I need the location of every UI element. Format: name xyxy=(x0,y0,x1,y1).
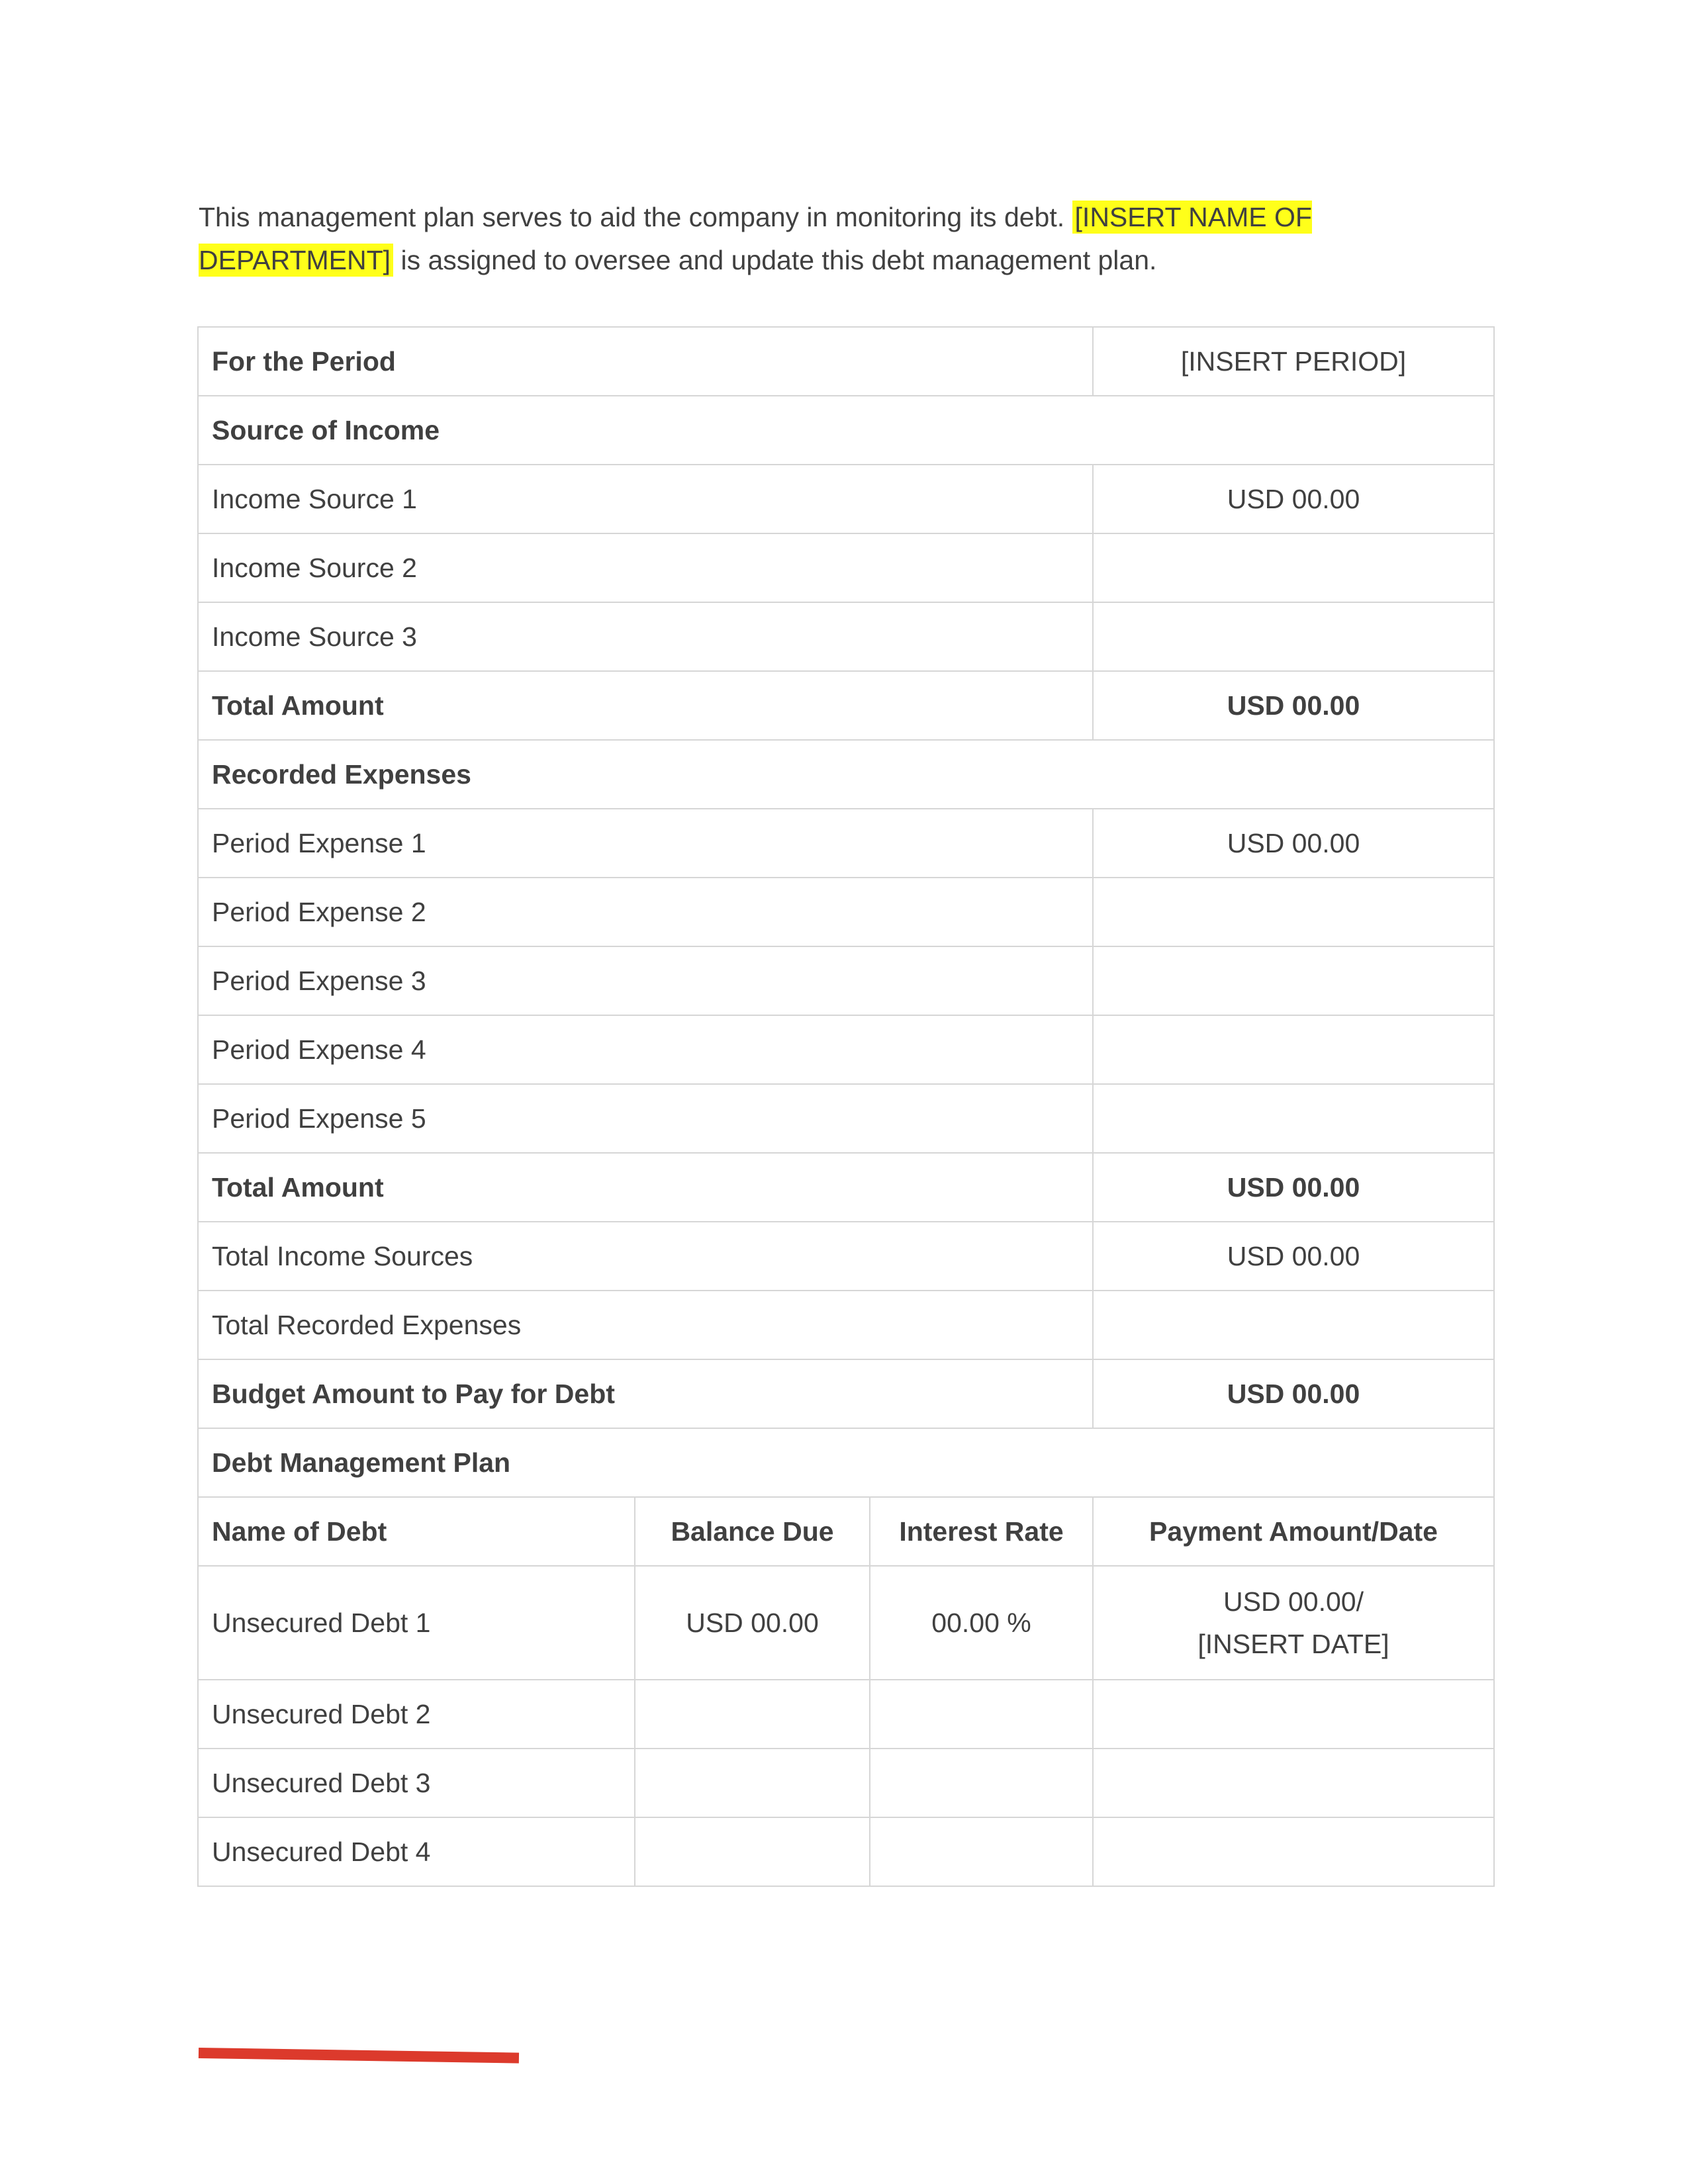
debt-payment[interactable] xyxy=(1093,1817,1494,1886)
accent-bar xyxy=(199,2048,519,2064)
debt-payment[interactable] xyxy=(1093,1749,1494,1817)
income-source-value[interactable] xyxy=(1093,533,1494,602)
expense-label: Period Expense 1 xyxy=(198,809,1093,878)
income-source-value[interactable]: USD 00.00 xyxy=(1093,465,1494,533)
department-placeholder[interactable]: [INSERT NAME OF DEPARTMENT] xyxy=(199,202,1312,275)
debt-payment[interactable] xyxy=(1093,1680,1494,1749)
table-row xyxy=(198,878,1494,946)
expenses-heading-row xyxy=(198,740,1494,809)
table-row xyxy=(198,809,1494,878)
expense-label: Period Expense 5 xyxy=(198,1084,1093,1153)
column-header-name: Name of Debt xyxy=(198,1497,635,1566)
debt-management-table xyxy=(197,326,1495,1887)
expenses-total-row xyxy=(198,1153,1494,1222)
debt-payment-date: [INSERT DATE] xyxy=(1197,1629,1389,1659)
income-heading: Source of Income xyxy=(198,396,1494,465)
income-source-label: Income Source 3 xyxy=(198,602,1093,671)
period-label: For the Period xyxy=(198,327,1093,396)
income-heading-row xyxy=(198,396,1494,465)
table-row xyxy=(198,1015,1494,1084)
debt-rate[interactable] xyxy=(870,1680,1093,1749)
debt-row xyxy=(198,1680,1494,1749)
debt-name: Unsecured Debt 1 xyxy=(198,1566,635,1680)
intro-text-before: This management plan serves to aid the company in monitoring its debt. xyxy=(199,202,1072,232)
debt-rate[interactable] xyxy=(870,1749,1093,1817)
debt-row xyxy=(198,1566,1494,1680)
expense-label: Period Expense 3 xyxy=(198,946,1093,1015)
income-total-value[interactable]: USD 00.00 xyxy=(1093,671,1494,740)
summary-label: Total Recorded Expenses xyxy=(198,1291,1093,1359)
intro-paragraph xyxy=(199,196,1496,282)
column-header-rate: Interest Rate xyxy=(870,1497,1093,1566)
debt-columns-row xyxy=(198,1497,1494,1566)
budget-value[interactable]: USD 00.00 xyxy=(1093,1359,1494,1428)
summary-value[interactable]: USD 00.00 xyxy=(1093,1222,1494,1291)
income-total-row xyxy=(198,671,1494,740)
expense-value[interactable] xyxy=(1093,878,1494,946)
table-row xyxy=(198,1222,1494,1291)
expenses-heading: Recorded Expenses xyxy=(198,740,1494,809)
income-source-value[interactable] xyxy=(1093,602,1494,671)
budget-label: Budget Amount to Pay for Debt xyxy=(198,1359,1093,1428)
budget-row xyxy=(198,1359,1494,1428)
debt-balance[interactable] xyxy=(635,1680,870,1749)
income-total-label: Total Amount xyxy=(198,671,1093,740)
debt-plan-heading: Debt Management Plan xyxy=(198,1428,1494,1497)
debt-rate[interactable] xyxy=(870,1817,1093,1886)
debt-balance[interactable] xyxy=(635,1749,870,1817)
intro-text-after: is assigned to oversee and update this debt management plan. xyxy=(393,245,1157,275)
income-source-label: Income Source 1 xyxy=(198,465,1093,533)
debt-balance[interactable] xyxy=(635,1817,870,1886)
debt-row xyxy=(198,1817,1494,1886)
summary-value[interactable] xyxy=(1093,1291,1494,1359)
expenses-total-label: Total Amount xyxy=(198,1153,1093,1222)
debt-name: Unsecured Debt 3 xyxy=(198,1749,635,1817)
expense-value[interactable] xyxy=(1093,1015,1494,1084)
expenses-total-value[interactable]: USD 00.00 xyxy=(1093,1153,1494,1222)
expense-label: Period Expense 2 xyxy=(198,878,1093,946)
debt-balance[interactable]: USD 00.00 xyxy=(635,1566,870,1680)
expense-value[interactable] xyxy=(1093,946,1494,1015)
expense-label: Period Expense 4 xyxy=(198,1015,1093,1084)
expense-value[interactable]: USD 00.00 xyxy=(1093,809,1494,878)
table-row xyxy=(198,946,1494,1015)
table-row xyxy=(198,465,1494,533)
table-row xyxy=(198,533,1494,602)
debt-plan-heading-row xyxy=(198,1428,1494,1497)
column-header-balance: Balance Due xyxy=(635,1497,870,1566)
table-row xyxy=(198,1291,1494,1359)
debt-payment-amount: USD 00.00/ xyxy=(1223,1586,1364,1617)
period-value[interactable]: [INSERT PERIOD] xyxy=(1093,327,1494,396)
table-row xyxy=(198,1084,1494,1153)
income-source-label: Income Source 2 xyxy=(198,533,1093,602)
table-row xyxy=(198,602,1494,671)
expense-value[interactable] xyxy=(1093,1084,1494,1153)
debt-name: Unsecured Debt 2 xyxy=(198,1680,635,1749)
debt-name: Unsecured Debt 4 xyxy=(198,1817,635,1886)
period-row xyxy=(198,327,1494,396)
column-header-payment: Payment Amount/Date xyxy=(1093,1497,1494,1566)
summary-label: Total Income Sources xyxy=(198,1222,1093,1291)
debt-rate[interactable]: 00.00 % xyxy=(870,1566,1093,1680)
debt-payment[interactable] xyxy=(1093,1566,1494,1680)
debt-row xyxy=(198,1749,1494,1817)
